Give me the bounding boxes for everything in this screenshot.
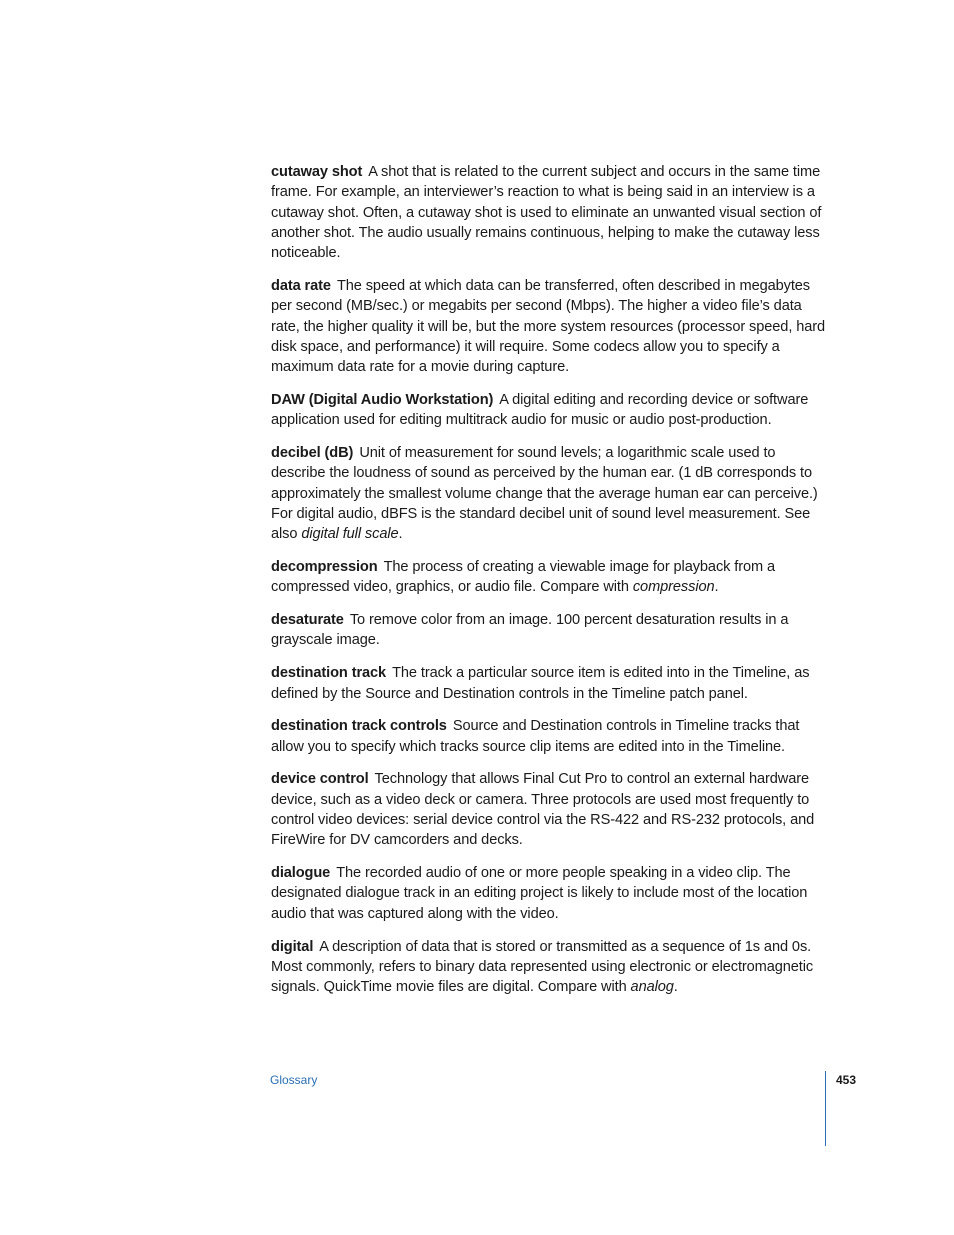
entry-definition: Source and Destination controls in Timeline tracks that allow you to specify which tracks source clip items are edited into in the Timeline. — [271, 718, 800, 755]
glossary-entry — [271, 610, 831, 651]
glossary-entry — [271, 937, 831, 998]
glossary-entry — [271, 663, 831, 704]
entry-definition: A shot that is related to the current subject and occurs in the same time frame. For example, an interviewer’s reaction to what is being said in an interview is a cutaway shot. Often, a cutaway shot is used to eliminate an unwanted visual section of another shot. The audio usually remains continuous, helping to make the cutaway less noticeable. — [271, 164, 822, 262]
entry-definition: The track a particular source item is edited into in the Timeline, as defined by the Source and Destination controls in the Timeline patch panel. — [271, 665, 810, 702]
entry-term: decibel (dB) — [271, 445, 354, 462]
entry-tail: . — [673, 979, 678, 996]
entry-term: destination track controls — [271, 718, 447, 735]
entry-term: decompression — [271, 559, 378, 576]
page-number: 453 — [836, 1073, 857, 1087]
glossary-entry — [271, 390, 831, 431]
entry-cross-reference: digital full scale — [301, 526, 399, 543]
glossary-content — [271, 162, 831, 1010]
entry-term: cutaway shot — [271, 164, 363, 180]
entry-definition: To remove color from an image. 100 percent desaturation results in a grayscale image. — [271, 612, 789, 649]
entry-cross-reference: analog — [630, 979, 674, 996]
glossary-entry — [271, 162, 831, 263]
entry-term: dialogue — [271, 865, 331, 882]
glossary-entry — [271, 716, 831, 757]
entry-definition: A description of data that is stored or transmitted as a sequence of 1s and 0s. Most commonly, refers to binary data represented using electronic or electromagnetic signals. QuickTime movie files are digital. Compare with — [271, 938, 814, 996]
entry-tail: . — [714, 579, 719, 596]
glossary-entry — [271, 863, 831, 924]
entry-term: data rate — [271, 277, 331, 294]
glossary-entry — [271, 557, 831, 598]
entry-definition: Unit of measurement for sound levels; a logarithmic scale used to describe the loudness of sound as perceived by the human ear. (1 dB corresponds to approximately the smallest volume change that the average human ear can perceive.) For digital audio, dBFS is the standard decibel unit of sound level measurement. See also — [271, 445, 818, 543]
entry-term: device control — [271, 771, 369, 788]
entry-cross-reference: compression — [632, 579, 715, 596]
entry-definition: Technology that allows Final Cut Pro to control an external hardware device, such as a video deck or camera. Three protocols are used most frequently to control video devices: serial device control via the RS-422 and RS-232 protocols, and FireWire for DV camcorders and decks. — [271, 771, 815, 849]
entry-term: desaturate — [271, 612, 344, 629]
glossary-entry — [271, 769, 831, 850]
entry-term: DAW (Digital Audio Workstation) — [271, 391, 494, 408]
glossary-entry — [271, 443, 831, 544]
glossary-entry — [271, 276, 831, 377]
entry-definition: The speed at which data can be transferred, often described in megabytes per second (MB/sec.) or megabits per second (Mbps). The higher a video file’s data rate, the higher quality it will be, but the more system resources (processor speed, hard disk space, and performance) it will require. Some codecs allow you to specify a maximum data rate for a movie during capture. — [271, 277, 826, 376]
footer-section-label: Glossary — [270, 1073, 318, 1087]
entry-term: digital — [271, 938, 314, 955]
entry-term: destination track — [271, 665, 387, 682]
entry-tail: . — [398, 526, 403, 543]
entry-definition: A digital editing and recording device or software application used for editing multitrack audio for music or audio post-production. — [271, 391, 809, 429]
footer-divider — [825, 1071, 826, 1146]
entry-definition: The recorded audio of one or more people speaking in a video clip. The designated dialogue track in an editing project is likely to include most of the location audio that was captured along with the video. — [271, 865, 808, 922]
entry-definition: The process of creating a viewable image for playback from a compressed video, graphics, or audio file. Compare with — [271, 559, 776, 596]
